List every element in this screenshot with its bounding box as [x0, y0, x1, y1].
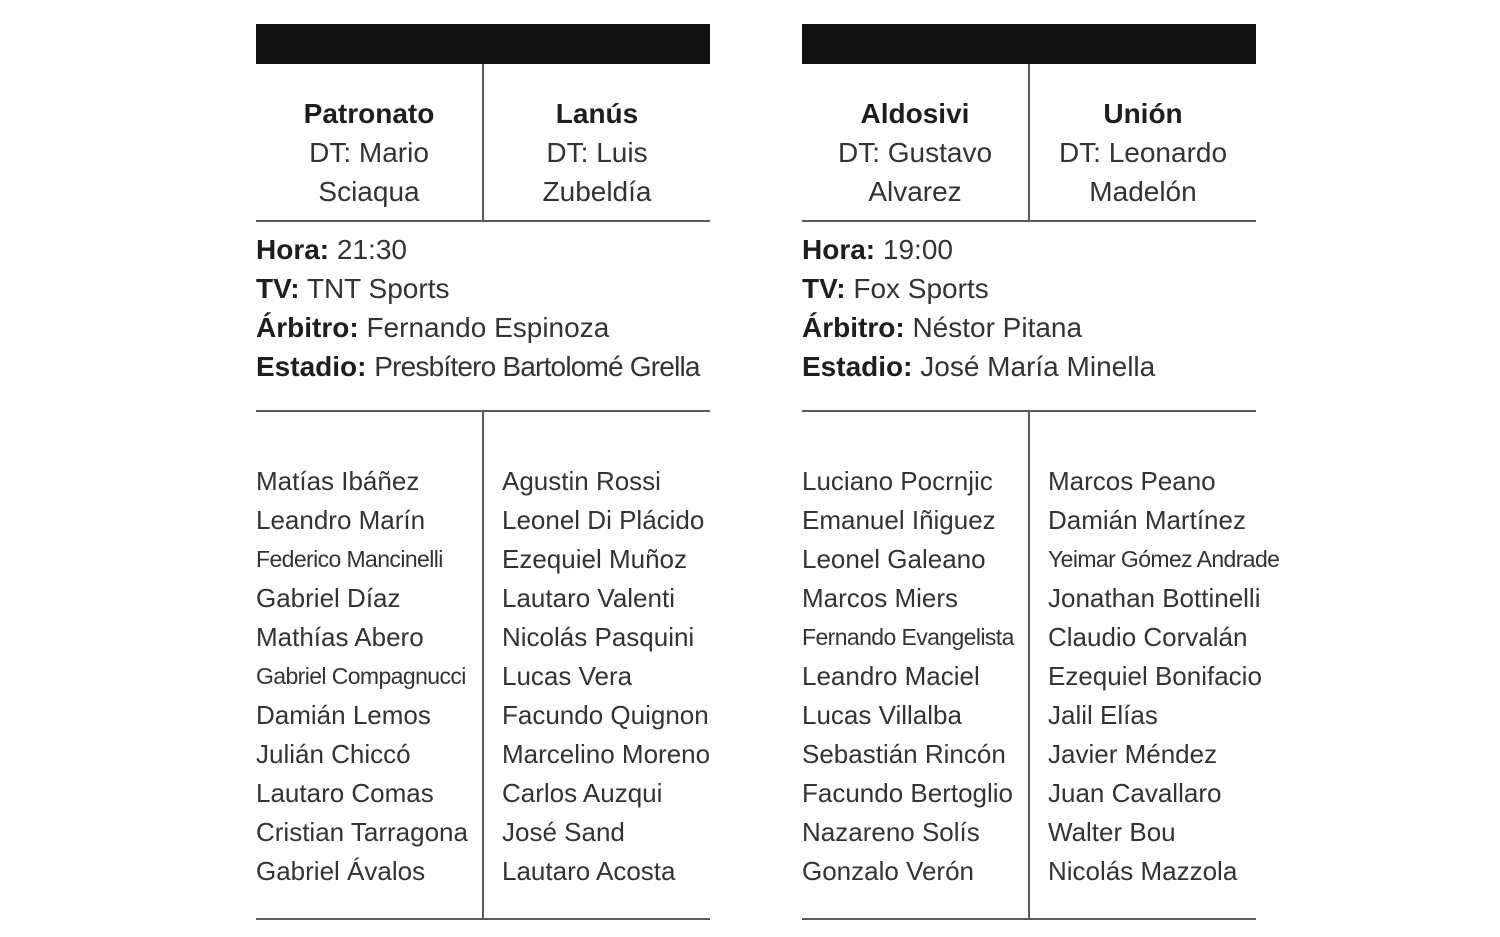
player-name: Gabriel Compagnucci	[256, 663, 466, 689]
player-name: Fernando Evangelista	[802, 624, 1014, 650]
player-name: Damián Martínez	[1048, 505, 1246, 535]
player-name: Leonel Di Plácido	[502, 505, 705, 535]
info-estadio	[256, 347, 710, 386]
player-name: Facundo Bertoglio	[802, 778, 1014, 808]
team-name: Lanús	[555, 98, 639, 129]
player-name: Ezequiel Muñoz	[502, 544, 687, 574]
player-name: Lucas Vera	[502, 661, 633, 691]
info-hora	[256, 230, 710, 269]
info-value: 21:30	[336, 234, 407, 265]
player-name: Agustin Rossi	[502, 466, 661, 496]
away-lineup	[1048, 462, 1279, 891]
player-name: Claudio Corvalán	[1048, 622, 1248, 652]
match-card-patronato-lanus	[256, 24, 710, 920]
player-name: Juan Cavallaro	[1048, 778, 1222, 808]
player-name: Yeimar Gómez Andrade	[1048, 546, 1280, 572]
info-value: Fernando Espinoza	[366, 312, 610, 343]
info-value: TNT Sports	[306, 273, 450, 304]
header-bar	[256, 24, 710, 64]
player-name: Sebastián Rincón	[802, 739, 1006, 769]
player-name: Mathías Abero	[256, 622, 424, 652]
team-name: Patronato	[303, 98, 435, 129]
coach-line: Zubeldía	[542, 176, 652, 207]
player-name: Gabriel Díaz	[256, 583, 401, 613]
teams-header	[802, 64, 1256, 222]
info-label: Estadio:	[802, 351, 913, 382]
player-name: Nazareno Solís	[802, 817, 980, 847]
player-name: Carlos Auzqui	[502, 778, 663, 808]
home-lineup	[802, 462, 1014, 891]
match-info	[802, 222, 1256, 412]
teams-header	[256, 64, 710, 222]
player-name: Gonzalo Verón	[802, 856, 975, 886]
info-label: Hora:	[802, 234, 876, 265]
info-label: TV:	[802, 273, 846, 304]
info-estadio	[802, 347, 1256, 386]
player-name: Marcelino Moreno	[502, 739, 711, 769]
away-lineup	[502, 462, 710, 891]
info-value: José María Minella	[920, 351, 1156, 382]
player-name: Nicolás Mazzola	[1048, 856, 1238, 886]
info-tv	[256, 269, 710, 308]
player-name: Leandro Maciel	[802, 661, 980, 691]
home-lineup	[256, 462, 468, 891]
player-name: Emanuel Iñiguez	[802, 505, 996, 535]
player-name: Gabriel Ávalos	[256, 856, 426, 886]
away-team	[1030, 94, 1256, 211]
coach-line: DT: Mario	[309, 137, 429, 168]
lineups	[802, 412, 1280, 920]
player-name: Lautaro Acosta	[502, 856, 676, 886]
player-name: Luciano Pocrnjic	[802, 466, 993, 496]
info-value: Fox Sports	[853, 273, 989, 304]
info-label: Hora:	[256, 234, 330, 265]
coach-line: DT: Leonardo	[1058, 137, 1228, 168]
info-hora	[802, 230, 1256, 269]
column-divider	[1028, 412, 1030, 918]
player-name: Ezequiel Bonifacio	[1048, 661, 1262, 691]
player-name: Leandro Marín	[256, 505, 426, 535]
info-label: Árbitro:	[256, 312, 359, 343]
player-name: Federico Mancinelli	[256, 546, 443, 572]
home-team	[256, 94, 482, 211]
info-arbitro	[802, 308, 1256, 347]
info-label: Árbitro:	[802, 312, 905, 343]
player-name: Lautaro Comas	[256, 778, 434, 808]
player-name: Facundo Quignon	[502, 700, 709, 730]
player-name: Julián Chiccó	[256, 739, 411, 769]
info-value: Presbítero Bartolomé Grella	[374, 351, 700, 382]
info-value: Néstor Pitana	[912, 312, 1083, 343]
team-name: Aldosivi	[860, 98, 970, 129]
player-name: Jalil Elías	[1048, 700, 1158, 730]
player-name: Damián Lemos	[256, 700, 431, 730]
info-value: 19:00	[882, 234, 953, 265]
coach-line: DT: Luis	[546, 137, 648, 168]
player-name: Lucas Villalba	[802, 700, 962, 730]
match-info	[256, 222, 710, 412]
player-name: Javier Méndez	[1048, 739, 1218, 769]
column-divider	[482, 412, 484, 918]
player-name: Marcos Miers	[802, 583, 959, 613]
coach-line: DT: Gustavo	[837, 137, 993, 168]
player-name: Walter Bou	[1048, 817, 1176, 847]
player-name: Leonel Galeano	[802, 544, 986, 574]
info-label: TV:	[256, 273, 300, 304]
home-team	[802, 94, 1028, 211]
player-name: José Sand	[502, 817, 625, 847]
coach-line: Madelón	[1089, 176, 1197, 207]
coach-line: Sciaqua	[318, 176, 420, 207]
header-bar	[802, 24, 1256, 64]
player-name: Cristian Tarragona	[256, 817, 468, 847]
lineups	[256, 412, 710, 920]
match-card-aldosivi-union	[802, 24, 1280, 920]
info-label: Estadio:	[256, 351, 367, 382]
player-name: Matías Ibáñez	[256, 466, 420, 496]
player-name: Marcos Peano	[1048, 466, 1216, 496]
info-tv	[802, 269, 1256, 308]
player-name: Lautaro Valenti	[502, 583, 675, 613]
info-arbitro	[256, 308, 710, 347]
team-name: Unión	[1103, 98, 1183, 129]
coach-line: Alvarez	[868, 176, 962, 207]
player-name: Jonathan Bottinelli	[1048, 583, 1261, 613]
player-name: Nicolás Pasquini	[502, 622, 695, 652]
away-team	[484, 94, 710, 211]
